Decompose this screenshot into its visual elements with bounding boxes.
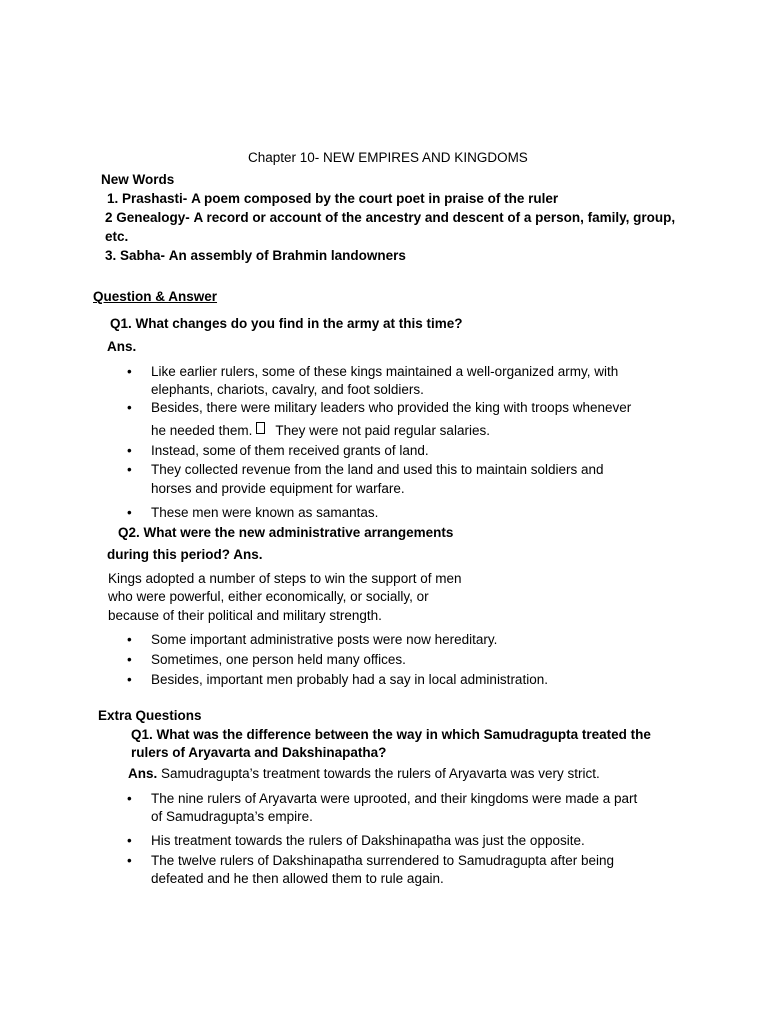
missing-glyph-icon xyxy=(256,422,265,434)
list-item: Like earlier rulers, some of these kings maintained a well-organized army, with xyxy=(151,364,619,379)
list-item: Besides, there were military leaders who provided the king with troops whenever xyxy=(151,400,632,415)
new-word-2-cont: etc. xyxy=(105,229,129,244)
bullet: • xyxy=(127,443,132,458)
list-item-cont: horses and provide equipment for warfare. xyxy=(151,481,405,496)
definition: A record or account of the ancestry and descent of a person, family, group, xyxy=(193,210,676,225)
list-item: The nine rulers of Aryavarta were uprooted, and their kingdoms were made a part xyxy=(151,791,638,806)
extra-q1-line2: rulers of Aryavarta and Dakshinapatha? xyxy=(131,745,387,760)
new-words-heading: New Words xyxy=(101,172,175,187)
list-item: Besides, important men probably had a say in local administration. xyxy=(151,672,548,687)
bullet: • xyxy=(127,400,132,415)
bullet: • xyxy=(127,632,132,647)
list-item-cont: of Samudragupta’s empire. xyxy=(151,809,313,824)
list-item-cont xyxy=(151,421,490,440)
bullet: • xyxy=(127,505,132,520)
term: 2 Genealogy- xyxy=(105,210,190,225)
bullet: • xyxy=(127,791,132,806)
ans-text: Samudragupta’s treatment towards the rulers of Aryavarta was very strict. xyxy=(161,766,600,781)
new-word-2 xyxy=(105,208,675,227)
extra-q1-line1: Q1. What was the difference between the way in which Samudragupta treated the xyxy=(131,727,651,742)
new-word-1 xyxy=(107,189,558,208)
list-item: The twelve rulers of Dakshinapatha surrendered to Samudragupta after being xyxy=(151,853,615,868)
definition: An assembly of Brahmin landowners xyxy=(168,248,406,263)
q2-para-line: who were powerful, either economically, or socially, or xyxy=(108,589,429,604)
list-item: These men were known as samantas. xyxy=(151,505,379,520)
term: 1. Prashasti- xyxy=(107,191,188,206)
bullet: • xyxy=(127,672,132,687)
list-item: His treatment towards the rulers of Dakshinapatha was just the opposite. xyxy=(151,833,585,848)
bullet: • xyxy=(127,853,132,868)
list-item: Some important administrative posts were now hereditary. xyxy=(151,632,498,647)
q2-question-line2: during this period? Ans. xyxy=(107,547,263,562)
list-item: Instead, some of them received grants of land. xyxy=(151,443,429,458)
list-item: They collected revenue from the land and used this to maintain soldiers and xyxy=(151,462,604,477)
new-word-3 xyxy=(105,246,406,265)
q1-question: Q1. What changes do you find in the army at this time? xyxy=(110,316,463,331)
bullet: • xyxy=(127,652,132,667)
bullet: • xyxy=(127,462,132,477)
q2-question-line1: Q2. What were the new administrative arrangements xyxy=(118,525,454,540)
bullet: • xyxy=(127,833,132,848)
q2-para-line: because of their political and military strength. xyxy=(108,608,382,623)
q1-ans-label: Ans. xyxy=(107,339,137,354)
list-item-part: They were not paid regular salaries. xyxy=(275,423,490,438)
ans-label: Ans. xyxy=(128,766,158,781)
qa-heading: Question & Answer xyxy=(93,289,218,304)
extra-answer xyxy=(128,764,600,783)
q2-para-line: Kings adopted a number of steps to win the support of men xyxy=(108,571,462,586)
page-title: Chapter 10- NEW EMPIRES AND KINGDOMS xyxy=(248,150,528,165)
bullet: • xyxy=(127,364,132,379)
list-item-cont: elephants, chariots, cavalry, and foot soldiers. xyxy=(151,382,424,397)
list-item-cont: defeated and he then allowed them to rule again. xyxy=(151,871,444,886)
term: 3. Sabha- xyxy=(105,248,166,263)
extra-heading: Extra Questions xyxy=(98,708,202,723)
list-item-part: he needed them. xyxy=(151,423,253,438)
definition: A poem composed by the court poet in praise of the ruler xyxy=(191,191,559,206)
list-item: Sometimes, one person held many offices. xyxy=(151,652,406,667)
